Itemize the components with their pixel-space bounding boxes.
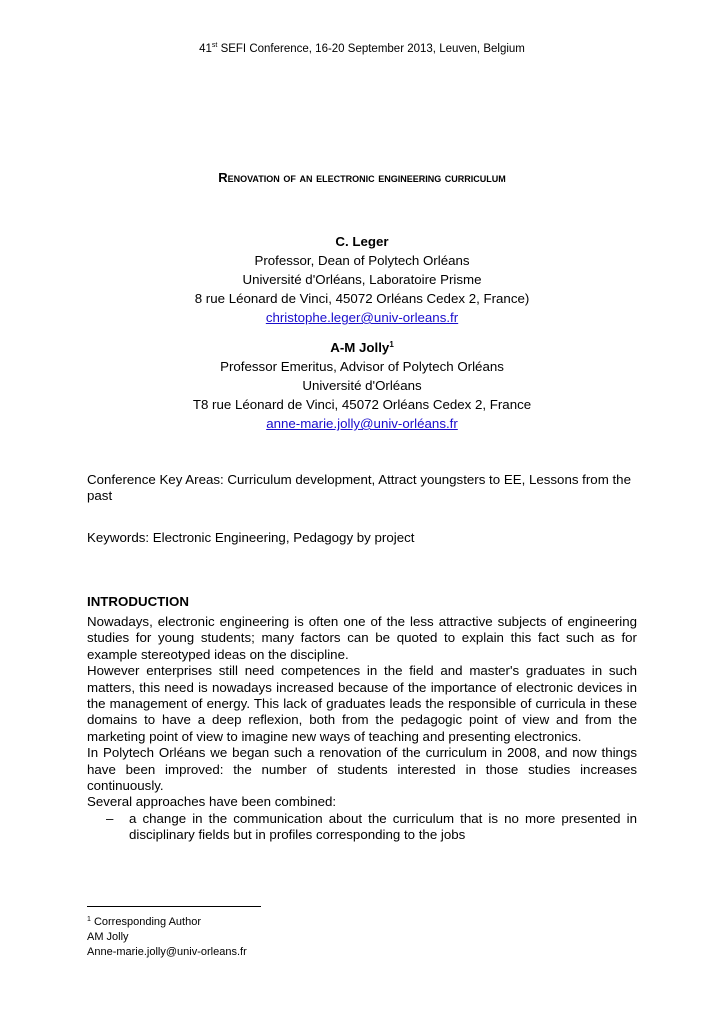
keywords: Keywords: Electronic Engineering, Pedagogy by project	[87, 530, 415, 545]
paragraph: Several approaches have been combined:	[87, 794, 337, 810]
paragraph: However enterprises still need competences in the field and master's graduates in such matters, this need is nowadays increased because of the importance of electronic devices in the management of energy. This lack of graduates leads the responsible of curricula in these domains to have a deep reflexion, both from the pedagogic point of view and from the marketing point of view to imagine new ways of teaching and presenting electronics.	[87, 663, 637, 744]
footnote-divider	[87, 906, 261, 907]
header-text: SEFI Conference, 16-20 September 2013, Leuven, Belgium	[217, 43, 525, 55]
header-ordinal-suffix: st	[211, 42, 218, 49]
author-affiliation-line: Professor, Dean of Polytech Orléans	[254, 253, 470, 268]
introduction-body	[87, 614, 637, 844]
list-item	[87, 811, 637, 844]
author-affiliation-line: Université d'Orléans, Laboratoire Prisme	[242, 272, 482, 287]
header-ordinal: 41	[199, 43, 212, 55]
footnote-name: AM Jolly	[87, 931, 129, 943]
footnote	[87, 912, 247, 960]
footnote-number: 1	[87, 916, 91, 923]
paper-title: Renovation of an electronic engineering curriculum	[218, 170, 506, 185]
author-affiliation-line: Université d'Orléans	[302, 378, 422, 393]
author-email-link[interactable]: anne-marie.jolly@univ-orléans.fr	[266, 416, 458, 431]
conference-key-areas: Conference Key Areas: Curriculum development, Attract youngsters to EE, Lessons from the past	[87, 472, 631, 504]
author-affiliation-line: Professor Emeritus, Advisor of Polytech Orléans	[220, 359, 504, 374]
author-email-link[interactable]: christophe.leger@univ-orleans.fr	[265, 310, 459, 325]
author-1	[0, 232, 724, 327]
section-heading: INTRODUCTION	[87, 594, 189, 609]
author-2	[0, 335, 724, 433]
conference-header	[0, 42, 724, 55]
footnote-marker: 1	[389, 340, 394, 349]
paragraph: Nowadays, electronic engineering is often one of the less attractive subjects of engineering studies for young students; many factors can be quoted to explain this fact such as for example stereotyped ideas on the discipline.	[87, 614, 637, 662]
author-block	[0, 232, 724, 433]
paragraph: In Polytech Orléans we began such a renovation of the curriculum in 2008, and now things have been improved: the number of students interested in those studies increases continuously.	[87, 745, 637, 794]
author-address-line: 8 rue Léonard de Vinci, 45072 Orléans Cedex 2, France)	[194, 291, 530, 306]
footnote-label: Corresponding Author	[90, 916, 201, 928]
footnote-email: Anne-marie.jolly@univ-orleans.fr	[87, 946, 247, 958]
author-name: C. Leger	[335, 234, 389, 249]
author-address-line: T8 rue Léonard de Vinci, 45072 Orléans Cedex 2, France	[192, 397, 532, 412]
author-name: A-M Jolly$^1$	[330, 340, 394, 355]
list-item-text: a change in the communication about the curriculum that is no more presented in disciplinary fields but in profiles corresponding to the jobs	[129, 810, 637, 843]
bullet-dash: –	[106, 810, 114, 826]
